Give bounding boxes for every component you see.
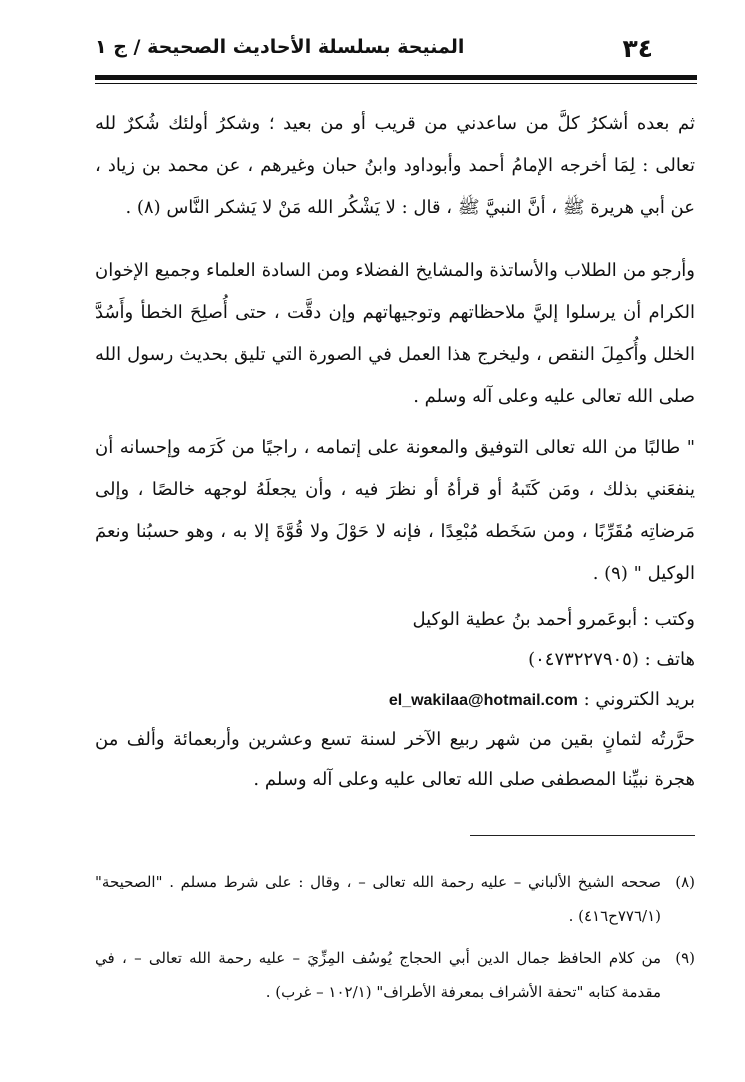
phone-line — [95, 640, 695, 680]
running-header — [95, 30, 653, 70]
email-address: el_wakilaa@hotmail.com — [388, 692, 578, 709]
header-rule-thin — [95, 83, 697, 84]
paragraph-2-text: وأرجو من الطلاب والأساتذة والمشايخ الفضلاء ومن السادة العلماء وجميع الإخوان الكرام أن يرسلوا إليَّ ملاحظاتهم وتوجيهاتهم وإن دقَّت ، حتى أُصلِحَ الخطأ وأَسُدَّ الخلل وأُكمِلَ النقص ، وليخرج هذا العمل في الصورة التي تليق بحديث رسول الله صلى الله تعالى عليه وعلى آله وسلم . — [95, 260, 695, 407]
dated-line: حرَّرتُه لثمانٍ بقين من شهر ربيع الآخر لسنة تسع وعشرين وأربعمائة وألف من هجرة نبيِّنا المصطفى صلى الله تعالى عليه وعلى آله وسلم . — [95, 729, 695, 790]
footnotes — [95, 865, 695, 1017]
phone-label: هاتف : — [644, 649, 695, 670]
author-line — [95, 600, 695, 640]
paragraph-1-text: ثم بعده أشكرُ كلَّ من ساعدني من قريب أو من بعيد ؛ وشكرُ أولئك شُكرٌ لله تعالى : لِمَا أخرجه الإمامُ أحمد وأبوداود وابنُ حبان وغيرهم ، عن محمد بن زياد ، عن أبي هريرة ﷺ ، أنَّ النبيَّ ﷺ ، قال : لا يَشْكُر الله مَنْ لا يَشكر النَّاس (٨) . — [95, 113, 695, 218]
email-line — [95, 680, 695, 720]
paragraph-thanks — [95, 103, 695, 229]
paragraph-3-text: " طالبًا من الله تعالى التوفيق والمعونة على إتمامه ، راجيًا من كَرَمه وإحسانه أن ينفعَني بذلك ، ومَن كَتَبهُ أو قرأهُ أو نظرَ فيه ، وأن يجعلَهُ لوجهه خالصًا ، وإلى مَرضاتِه مُقَرِّبًا ، ومن سَخَطه مُبْعِدًا ، فإنه لا حَوْلَ ولا قُوَّةَ إلا به ، وهو حسبُنا ونعمَ الوكيل " (٩) . — [95, 437, 695, 584]
phone-value: (٠٤٧٣٢٢٧٩٠٥) — [528, 649, 639, 670]
header-rule-thick — [95, 75, 697, 80]
running-title: المنيحة بسلسلة الأحاديث الصحيحة / ج ١ — [95, 36, 465, 58]
page-number: ٣٤ — [622, 34, 653, 63]
paragraph-request — [95, 250, 695, 418]
footnote-number: (٨) — [675, 873, 695, 891]
author-name: أبوعَمرو أحمد بنُ عطية الوكيل — [412, 609, 638, 630]
signature-block — [95, 600, 695, 800]
footnote-text: من كلام الحافظ جمال الدين أبي الحجاج يُوسُف المِزِّيَ – عليه رحمة الله تعالى – ، في مقدمة كتابه "تحفة الأشراف بمعرفة الأطراف" (١٠٢/١ – غرب) . — [95, 949, 661, 1001]
footnote-text: صححه الشيخ الألباني – عليه رحمة الله تعالى – ، وقال : على شرط مسلم . "الصحيحة" (٧٧٦/١ح٤١٦) . — [95, 873, 661, 925]
email-label: بريد الكتروني : — [583, 689, 695, 710]
footnote-8 — [95, 865, 695, 933]
paragraph-supplication — [95, 427, 695, 595]
footnote-separator — [470, 835, 695, 836]
author-label: وكتب : — [642, 609, 695, 630]
footnote-number: (٩) — [675, 949, 695, 967]
footnote-9 — [95, 941, 695, 1009]
